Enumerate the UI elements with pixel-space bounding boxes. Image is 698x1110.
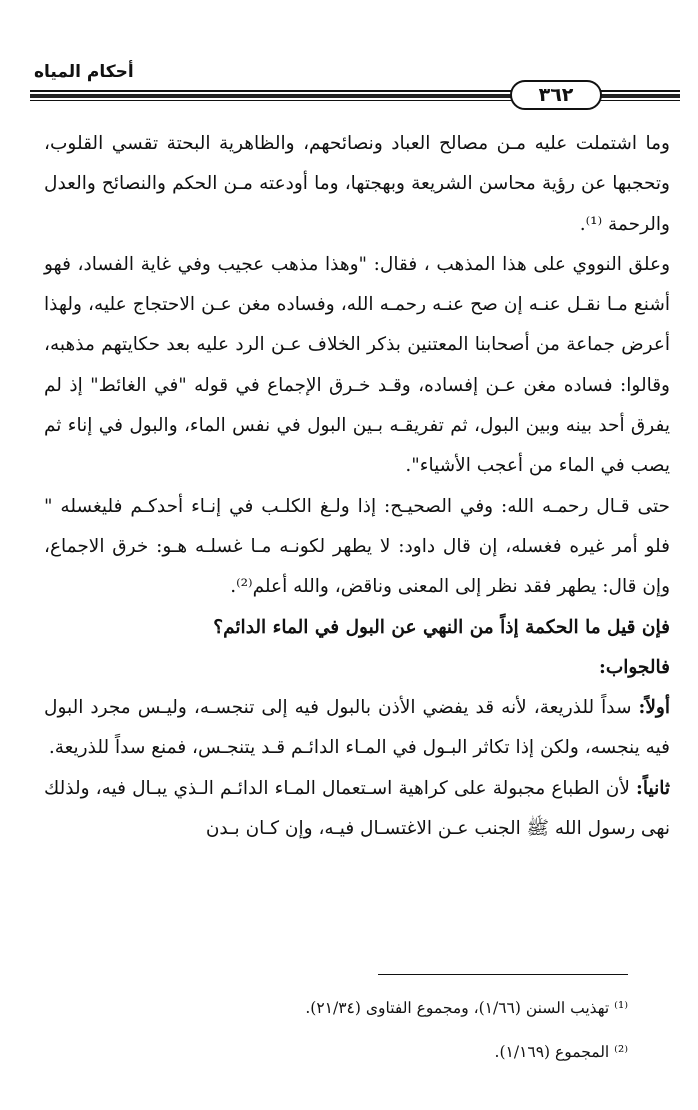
footnote-2: ⁽²⁾ المجموع (١/١٦٩). [494, 1043, 628, 1061]
footnote-1: ⁽¹⁾ تهذيب السنن (١/٦٦)، ومجموع الفتاوى (٢١/٣٤). [305, 999, 628, 1017]
footnotes [44, 986, 628, 1074]
first-point [44, 688, 670, 769]
question-heading: فإن قيل ما الحكمة إذاً من النهي عن البول في الماء الدائم؟ [213, 616, 670, 638]
paragraph-3: حتى قـال رحمـه الله: وفي الصحيـح: إذا ولـغ الكلـب في إنـاء أحدكـم فليغسله " فلو أمر غيره فغسله، إن قال داود: لا يطهر لكونـه مـا غسلـه هـو: خرق الاجماع، وإن قال: يطهر فقد نظر إلى المعنى وناقض، والله أعلم⁽²⁾. [44, 495, 670, 598]
first-point-text: سداً للذريعة، لأنه قد يفضي الأذن بالبول فيه إلى تنجسـه، وليـس مجرد البول فيه ينجسه، ولكن إذا تكاثر البـول في المـاء الدائـم قـد يتنجـس، فمنع سداً للذريعة. [44, 697, 670, 759]
second-point-label: ثانياً: [636, 777, 670, 799]
answer-heading: فالجواب: [598, 656, 670, 678]
page-number: ٣٦٢ [510, 80, 602, 110]
footnote-separator [378, 974, 628, 975]
second-point [44, 769, 670, 850]
paragraph-2: وعلق النووي على هذا المذهب ، فقال: "وهذا مذهب عجيب وفي غاية الفساد، فهو أشنع مـا نقـل عنـه إن صح عنـه رحمـه الله، وفساده مغن عـن الاحتجاج عليه، ولهذا أعرض جماعة من أصحابنا المعتنين بذكر الخلاف عـن الرد عليه بعد حكايتهم مذهبه، وقالوا: فساده مغن عـن إفساده، وقـد خـرق الإجماع في قوله "في الغائط" إذ لم يفرق أحد بينه وبين البول، ثم تفريقـه بـين البول في نفس الماء، والبول في إناء ثم يصب في الماء من أعجب الأشياء". [44, 253, 670, 477]
page-header [30, 60, 680, 110]
paragraph-1: وما اشتملت عليه مـن مصالح العباد ونصائحهم، والظاهرية البحتة تقسي القلوب، وتحجبها عن رؤية محاسن الشريعة وبهجتها، وما أودعته مـن الحكم والنصائح والعدل والرحمة ⁽¹⁾. [44, 133, 670, 235]
main-text [44, 124, 670, 849]
first-point-label: أولاً: [638, 697, 670, 719]
second-point-text: لأن الطباع مجبولة على كراهية اسـتعمال المـاء الدائـم الـذي يبـال فيه، ولذلك نهى رسول الله ﷺ الجنب عـن الاغتسـال فيـه، وإن كـان بـدن [44, 777, 670, 840]
running-title: أحكام المياه [34, 62, 134, 82]
